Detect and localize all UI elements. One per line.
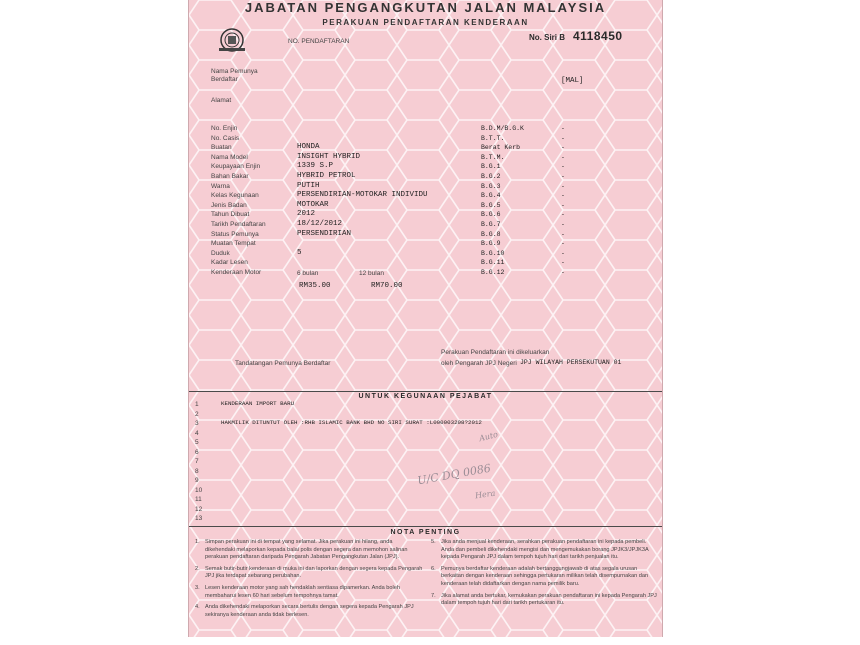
vehicle-field-value: PERSENDIRIAN-MOTOKAR INDIVIDU [297,191,428,200]
weight-field-label: B.D.M/B.G.K [481,125,524,132]
note-number: 1. [195,539,200,545]
office-section-divider [189,391,662,392]
office-line-number: 11 [195,496,202,503]
vehicle-field-label: Bahan Bakar [211,173,249,180]
issuing-office: JPJ WILAYAH PERSEKUTUAN 01 [520,359,622,366]
weight-field-label: B.G.6 [481,211,501,219]
office-line-number: 10 [195,486,203,494]
office-line-text: KENDERAAN IMPORT BARU [221,400,295,407]
vehicle-field-value: PERSENDIRIAN [297,229,352,238]
note-text: Anda dikehendaki melaporkan secara bertulis dengan segera kepada Pengarah JPJ sekiranya kenderaan anda tidak berlesen. [205,604,414,618]
weight-field-label: B.G.9 [481,240,501,248]
handwritten-note-auto: Auto [478,429,499,444]
note-item [195,539,423,562]
weight-field-value: - [561,249,565,257]
note-item [431,566,657,589]
rate-6-months-label: 6 bulan [297,270,319,277]
weight-field-label: B.G.7 [481,221,501,228]
office-line-number: 5 [195,439,199,446]
rate-12-months-value: RM70.00 [371,282,403,290]
note-text: Pemunya berdaftar kenderaan adalah bertanggungjawab di atas segala urusan berkaitan dengan kenderaan sehingga pertukaran milikan telah disempurnakan dan kenderaan telah didaftarkan dengan nama pemilik baru. [441,565,649,587]
weight-field-label: B.T.T. [481,134,505,142]
weight-field-label: B.G.8 [481,230,501,238]
note-number: 6. [431,565,436,572]
vehicle-field-label: Buatan [211,144,232,152]
note-number: 5. [431,539,436,545]
weight-field-label: B.G.5 [481,201,501,209]
note-item [431,539,657,562]
serial-label: No. Siri B [529,33,566,42]
vehicle-field-label: No. Casis [211,134,240,142]
vehicle-field-label: Muatan Tempat [211,240,256,248]
note-text: Jika anda menjual kenderaan, serahkan perakuan pendaftaran ini kepada pembeli. Anda dan pembeli dikehendaki mengisi dan mengemukakan borang JPJK3/JPJK3A kepada Pengarah JPJ dalam tempoh tujuh hari dari tarikh penjualan itu. [441,539,649,561]
office-line-text: HAKMILIK DITUNTUT OLEH :RHB ISLAMIC BANK BHD NO SIRI SURAT :L000003208?2012 [221,419,482,426]
office-line-number: 7 [195,458,199,465]
vehicle-field-label: No. Enjin [211,125,238,132]
weight-field-label: Berat Kerb [481,144,521,152]
weight-field-value: - [561,269,565,276]
notes-heading: NOTA PENTING [390,529,461,536]
rate-12-months-label: 12 bulan [359,270,384,277]
rate-6-months-value: RM35.00 [299,282,331,290]
vehicle-field-value: 5 [297,248,302,257]
note-item [195,585,423,600]
note-text: Jika alamat anda bertukar, kemukakan perakuan pendaftaran ini kepada Pengarah JPJ dalam tempoh tujuh hari dari tarikh pertukaran itu. [441,592,657,607]
office-use-heading: UNTUK KEGUNAAN PEJABAT [358,393,493,400]
note-text: Simpan perakuan ini di tempat yang selamat. Jika perakuan ini hilang, anda dikehendaki melaporkan kepada balai polis dengan segera dan memohon salinan perakuan pendaftaran daripada Pengarah Jabatan Pengangkutan Jalan (JPJ). [205,539,408,561]
weight-field-label: B.G.1 [481,163,501,171]
address-label: Alamat [211,97,232,104]
vehicle-field-value: MOTOKAR [297,200,329,209]
vehicle-field-label: Keupayaan Enjin [211,163,261,171]
vehicle-field-label: Warna [211,182,230,190]
vehicle-field-value: 18/12/2012 [297,220,343,228]
vehicle-field-value: INSIGHT HYBRID [297,152,361,161]
weight-field-label: B.G.11 [481,259,505,267]
office-line-number: 8 [195,467,199,475]
note-item [195,566,423,581]
weight-field-value: - [561,211,565,219]
weight-field-value: - [561,182,565,190]
weight-field-value: - [561,134,565,142]
notes-section-divider [189,526,662,527]
weight-field-value: - [561,221,565,228]
certified-line-1: Perakuan Pendaftaran ini dikeluarkan [441,349,550,356]
note-text: Semak butir-butir kenderaan di muka ini dan laporkan dengan segera kepada Pengarah JPJ jika terdapat sebarang perubahan. [205,565,423,580]
certified-line-2: oleh Pengarah JPJ Negeri [441,360,517,367]
jpj-crest-icon [217,26,247,54]
office-line-number: 6 [195,448,199,456]
vehicle-field-value: 2012 [297,210,316,219]
weight-field-value: - [561,259,565,267]
weight-field-label: B.G.2 [481,173,501,180]
weight-field-value: - [561,144,565,152]
office-line-number: 4 [195,429,199,437]
vehicle-field-value: HONDA [297,143,320,152]
office-line-number: 1 [195,401,199,408]
note-number: 4. [195,604,200,611]
office-line-number: 3 [195,420,199,427]
office-line-number: 9 [195,477,199,484]
vehicle-field-label: Jenis Badan [211,201,247,209]
weight-field-value: - [561,163,565,171]
vehicle-field-label: Duduk [211,249,230,257]
weight-field-label: B.G.12 [481,269,505,276]
vehicle-field-value: HYBRID PETROL [297,172,356,180]
document-title: JABATAN PENGANGKUTAN JALAN MALAYSIA [244,0,607,15]
weight-field-value: - [561,173,565,180]
note-item [431,593,657,608]
office-line-number: 12 [195,505,203,513]
note-number: 3. [195,584,200,591]
owner-name-masked: [MAL] [561,77,584,85]
weight-field-value: - [561,153,565,161]
note-number: 7. [431,592,436,599]
weight-field-value: - [561,230,565,238]
handwritten-note-code: U/C DQ 0086 [416,461,492,488]
vehicle-field-value: 1339 S.P [297,162,334,171]
weight-field-value: - [561,125,565,132]
vehicle-field-value: PUTIH [297,181,320,190]
vehicle-field-label: Kenderaan Motor [211,269,262,276]
weight-field-label: B.G.10 [481,249,505,257]
registration-certificate [188,0,663,637]
weight-field-value: - [561,201,565,209]
weight-field-label: B.G.4 [481,192,501,200]
vehicle-field-label: Tahun Dibuat [211,211,250,219]
serial-number: 4118450 [573,29,623,43]
office-line-number: 2 [195,410,199,418]
vehicle-field-label: Kelas Kegunaan [211,192,259,200]
owner-signature-label: Tandatangan Pemunya Berdaftar [235,360,331,367]
notes-left-column [195,539,423,623]
document-subtitle: PERAKUAN PENDAFTARAN KENDERAAN [322,18,529,27]
weight-field-value: - [561,240,565,248]
vehicle-field-label: Tarikh Pendaftaran [211,221,266,228]
note-item [195,604,423,619]
no-pendaftaran-label: NO. PENDAFTARAN [288,38,350,45]
vehicle-field-label: Nama Model [211,153,248,161]
notes-right-column [431,539,657,612]
office-line-number: 13 [195,515,203,522]
vehicle-field-label: Kadar Lesen [211,259,248,267]
note-number: 2. [195,565,200,572]
owner-name-label-2: Berdaftar [211,76,238,83]
handwritten-note-hera: Hera [474,488,496,501]
weight-field-label: B.T.M. [481,153,505,161]
weight-field-label: B.G.3 [481,182,501,190]
note-text: Lesen kenderaan motor yang sah hendaklah sentiasa dipamerkan. Anda boleh membaharui lesen 60 hari sebelum tempohnya tamat. [205,584,400,599]
vehicle-field-label: Status Pemunya [211,230,259,238]
weight-field-value: - [561,192,565,200]
owner-name-label: Nama Pemunya [211,68,258,75]
